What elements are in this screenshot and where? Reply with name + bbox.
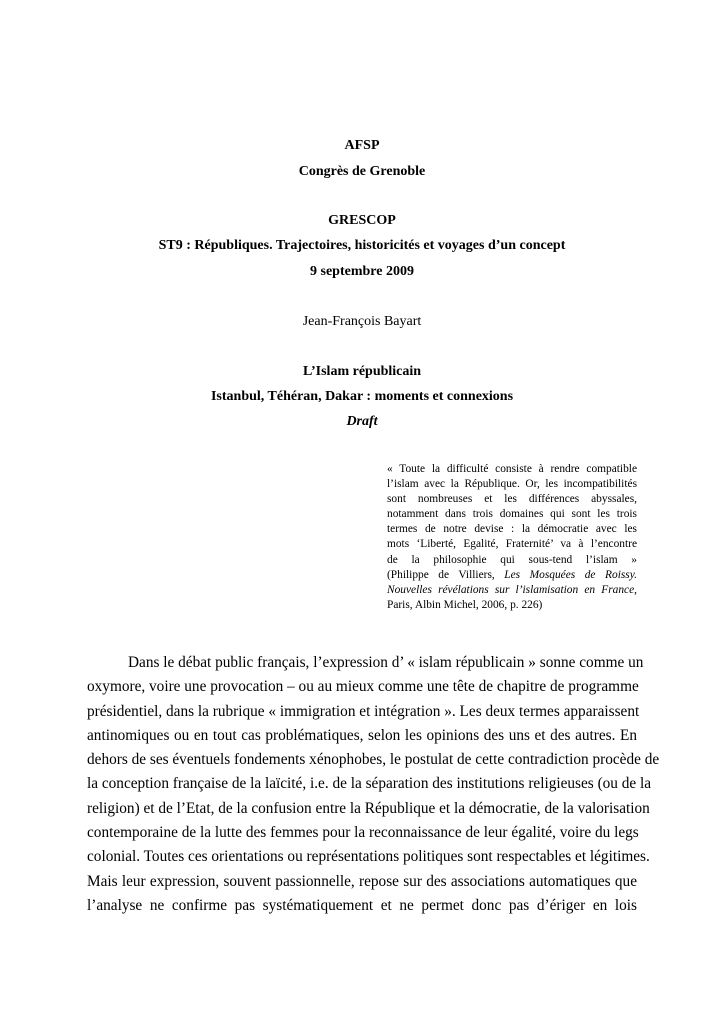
body-line: oxymore, voire une provocation – ou au mieux comme une tête de chapitre de programme [87, 678, 639, 696]
epigraph-line: termes de notre devise : la démocratie avec les [387, 523, 637, 536]
epigraph-line: notamment dans trois domaines qui sont les trois [387, 508, 637, 521]
citation-book-title-2: Nouvelles révélations sur l’islamisation en France [387, 583, 635, 596]
body-line: colonial. Toutes ces orientations ou représentations politiques sont respectables et légitimes. [87, 848, 650, 866]
session-date: 9 septembre 2009 [310, 264, 414, 279]
epigraph-citation-line-2 [387, 583, 637, 598]
epigraph-line: sont nombreuses et les différences abyssales, [387, 493, 637, 506]
citation-comma: , [634, 583, 637, 596]
paper-title: L’Islam républicain [302, 364, 422, 379]
citation-prefix: (Philippe de Villiers, [387, 568, 505, 581]
citation-publisher: Paris, Albin Michel, 2006, p. 226) [387, 598, 543, 611]
group-name: GRESCOP [328, 213, 396, 228]
session-title: ST9 : Républiques. Trajectoires, historicités et voyages d’un concept [158, 238, 566, 253]
body-line: religion) et de l’Etat, de la confusion entre la République et la démocratie, de la valorisation [87, 799, 650, 817]
epigraph-line: l’islam avec la République. Or, les incompatibilités [387, 478, 637, 491]
body-paragraph [87, 651, 660, 918]
org-name: AFSP [344, 138, 380, 153]
body-line: la conception française de la laïcité, i.e. de la séparation des institutions religieuses (ou de la [87, 775, 652, 793]
citation-book-title-1: Les Mosquées de Roissy. [504, 568, 637, 581]
epigraph-line: de la philosophie qui sous-tend l’islam » [387, 553, 637, 566]
body-line: Dans le débat public français, l’expression d’ « islam républicain » sonne comme un [128, 654, 644, 671]
paper-subtitle: Istanbul, Téhéran, Dakar : moments et connexions [210, 389, 514, 404]
body-line: présidentiel, dans la rubrique « immigration et intégration ». Les deux termes apparaissent [87, 702, 640, 720]
draft-label: Draft [346, 414, 378, 429]
body-line: dehors de ses éventuels fondements xénophobes, le postulat de cette contradiction procède de [87, 751, 660, 769]
congress-name: Congrès de Grenoble [298, 164, 426, 179]
epigraph-line: « Toute la difficulté consiste à rendre compatible [387, 463, 637, 475]
epigraph-line: mots ‘Liberté, Egalité, Fraternité’ va à l’encontre [387, 538, 637, 551]
body-line: contemporaine de la lutte des femmes pour la reconnaissance de leur égalité, voire du legs [87, 824, 639, 842]
epigraph-citation-line-1 [387, 568, 637, 583]
author-name: Jean-François Bayart [302, 314, 422, 329]
body-line: Mais leur expression, souvent passionnelle, repose sur des associations automatiques que [87, 872, 637, 890]
body-line: l’analyse ne confirme pas systématiquement et ne permet donc pas d’ériger en lois [87, 896, 637, 914]
epigraph-quote [387, 462, 637, 613]
body-line: antinomiques ou en tout cas problématiques, selon les opinions des uns et des autres. En [87, 726, 637, 744]
